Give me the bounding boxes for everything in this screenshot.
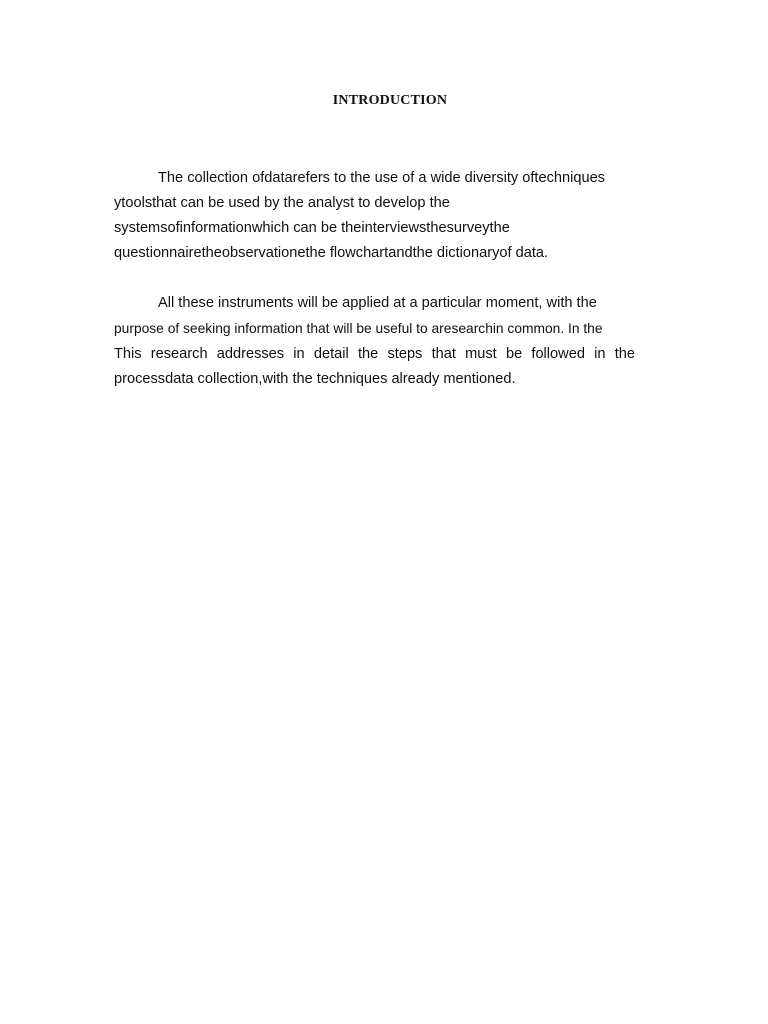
paragraph-line: The collection ofdatarefers to the use of a wide diversity oftechniques <box>158 170 605 186</box>
paragraph-line: questionnairetheobservationethe flowchartandthe dictionaryof data. <box>114 245 549 261</box>
paragraph-line: purpose of seeking information that will be useful to aresearchin common. In the <box>114 321 603 336</box>
paragraph-line: systemsofinformationwhich can be theinterviewsthesurveythe <box>114 220 510 236</box>
page-title: INTRODUCTION <box>332 93 448 108</box>
paragraph-line: ytoolsthat can be used by the analyst to develop the <box>114 195 450 211</box>
paragraph-line: All these instruments will be applied at a particular moment, with the <box>158 295 597 311</box>
paragraph-line: processdata collection,with the techniques already mentioned. <box>114 371 516 387</box>
paragraph-line: This research addresses in detail the steps that must be followed in the <box>114 346 635 362</box>
